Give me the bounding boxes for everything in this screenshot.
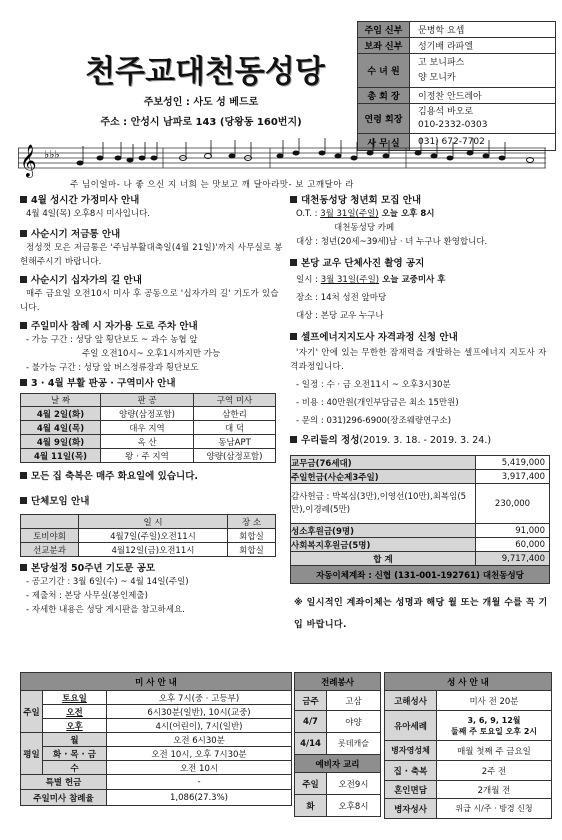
table-cell: 4/14 xyxy=(295,733,327,755)
table-cell: 양량(삼정포함) xyxy=(101,407,194,421)
staff-name: 성기배 라파엘 xyxy=(410,38,556,54)
table-cell: 금주 xyxy=(295,691,327,711)
section-text: 대상 : 청년(20세~39세)남 · 녀 누구나 환영합니다. xyxy=(296,237,488,247)
bullet-square-icon xyxy=(20,379,27,386)
table-cell: 60,000 xyxy=(476,538,550,552)
table-cell: 야양 xyxy=(327,711,381,733)
section-text: - 문의 : 031)296-6900(장조웨량연구소) xyxy=(296,416,452,426)
staff-name: 김용석 바오로 010-2332-0303 xyxy=(410,104,556,134)
section-text: - 비용 : 40만원(개인부담금은 최소 15만원) xyxy=(296,398,459,408)
music-lyrics: 주 님이얼마- 나 좋 으신 지 너희 는 맛보고 깨 달아라맛- 보 고깨달아 라 xyxy=(70,180,354,190)
section-title: 단체모임 안내 xyxy=(20,495,284,508)
table-cell: 오전 10시, 오후 7시30분 xyxy=(107,747,292,761)
group-meeting-table xyxy=(20,514,276,557)
section-title: 우리들의 정성(2019. 3. 18. - 2019. 3. 24.) xyxy=(290,434,552,447)
section-title: 4월 성시간 가정미사 안내 xyxy=(20,194,284,207)
table-cell: 옥 산 xyxy=(101,435,194,449)
patron-saint: 주보성인 : 사도 성 베드로 xyxy=(143,97,259,108)
table-header: 일 시 xyxy=(79,515,228,529)
table-cell: 고삼 xyxy=(327,691,381,711)
bullet-square-icon xyxy=(20,322,27,329)
section-text: 주일 오전10시~ 오후1시까지만 가능 xyxy=(82,349,221,359)
section-text: O.T. : 3월 31일(주일) 오늘 오후 8시 xyxy=(296,209,435,219)
serve-header: 전례봉사 xyxy=(295,673,381,691)
table-cell: 롯데캐슬 xyxy=(327,733,381,755)
section-text: 일시 : 3월 31일(주일) 오늘 교중미사 후 xyxy=(296,275,446,285)
section-text: 4월 4일(목) 오후8시 미사입니다. xyxy=(26,209,150,219)
bullet-square-icon xyxy=(290,333,297,340)
table-cell: 오전 xyxy=(43,705,107,719)
section-text: 대천동성당 카페 xyxy=(334,223,395,233)
staff-name: 이정찬 안드레아 xyxy=(410,88,556,104)
mass-label: 평일 xyxy=(21,733,43,775)
table-cell: 합 계 xyxy=(291,552,476,566)
offering-table xyxy=(290,455,550,584)
table-cell: - xyxy=(107,775,292,790)
table-cell: 오후8시 xyxy=(327,795,381,817)
section-text: - 제출처 : 본당 사무실(봉인제출) xyxy=(26,591,148,601)
table-cell: 주일 xyxy=(295,773,327,795)
bullet-square-icon xyxy=(20,196,27,203)
table-cell: 주일미사 참례율 xyxy=(21,790,107,806)
svg-text:𝄞: 𝄞 xyxy=(20,144,37,177)
section-text: - 공고기간 : 3월 6일(수) ~ 4월 14일(주일) xyxy=(26,577,189,587)
table-cell: 동남APT xyxy=(194,435,276,449)
section-text: 정성껏 모은 저금통은 '주님부활대축일(4월 21일)'까지 사무실로 봉헌해주시기 바랍니다. xyxy=(20,243,283,267)
table-cell: 회합실 xyxy=(228,529,276,543)
staff-role: 연령 회장 xyxy=(358,104,410,134)
music-staff-icon xyxy=(18,138,546,178)
table-cell: 4/7 xyxy=(295,711,327,733)
section-title: 본당 교우 단체사진 촬영 공지 xyxy=(290,257,552,270)
staff-role: 사 무 실 xyxy=(358,134,410,151)
table-cell: 5,419,000 xyxy=(476,456,550,470)
section-title: 사순시기 저금통 안내 xyxy=(20,228,284,241)
section-title: 셀프에너지지도사 자격과정 신청 안내 xyxy=(290,331,552,344)
table-cell: 오전 6시30분 xyxy=(107,733,292,747)
section-text: 대상 : 본당 교우 누구나 xyxy=(296,311,384,321)
sacra-header: 성 사 안 내 xyxy=(385,673,552,691)
section-title: 사순시기 십자가의 길 안내 xyxy=(20,274,284,287)
table-cell: 감사헌금 : 박복심(3만),이영선(10만),최복임(5만),이경례(5만) xyxy=(291,484,476,524)
parish-address: 주소 : 안성시 남파로 143 (당왕동 160번지) xyxy=(100,117,302,128)
staff-table xyxy=(357,21,556,151)
table-cell: 화 · 목 · 금 xyxy=(43,747,107,761)
svg-text:♭♭♭: ♭♭♭ xyxy=(44,148,60,161)
table-cell: 1,086(27.3%) xyxy=(107,790,292,806)
table-cell: 230,000 xyxy=(476,484,550,524)
table-cell: 4월12일(금)오전11시 xyxy=(79,543,228,557)
section-title: 모든 집 축복은 매주 화요일에 있습니다. xyxy=(20,470,284,483)
mass-label: 주일 xyxy=(21,691,43,733)
transfer-note: ※ 일시적인 계좌이체는 성명과 해당 월 또는 개월 수를 꼭 기입 바랍니다. xyxy=(294,598,548,630)
table-cell: 미사 전 20분 xyxy=(437,691,552,711)
section-title: 대천동성당 청년회 모집 안내 xyxy=(290,194,552,207)
table-cell: 회합실 xyxy=(228,543,276,557)
table-cell: 토요일 xyxy=(43,691,107,705)
table-cell: 성소후원금(9명) xyxy=(291,524,476,538)
table-cell: 고해성사 xyxy=(385,691,437,711)
bullet-square-icon xyxy=(20,564,27,571)
table-cell: 수 xyxy=(43,761,107,775)
bullet-square-icon xyxy=(20,230,27,237)
table-cell: 유아세례 xyxy=(385,711,437,741)
table-cell: 병자성사 xyxy=(385,799,437,819)
table-cell: 오전 10시 xyxy=(107,761,292,775)
table-cell: 월 xyxy=(43,733,107,747)
section-text: '자기' 안에 있는 무한한 잠재력을 개발하는 셀프에너지 지도사 자격과정입니다. xyxy=(290,348,547,372)
parish-title: 천주교대천동성당 xyxy=(85,54,325,90)
section-title: 본당설정 50주년 기도문 공모 xyxy=(20,562,284,575)
table-cell: 4월 4일(목) xyxy=(21,421,101,435)
section-text: - 일정 : 수 · 금 오전11시 ~ 오후3시30분 xyxy=(296,380,451,390)
section-text: 장소 : 14처 성전 앞마당 xyxy=(296,293,387,303)
table-cell: 토비야회 xyxy=(21,529,79,543)
table-cell: 왕 · 주 지역 xyxy=(101,449,194,463)
staff-role: 주임 신부 xyxy=(358,22,410,38)
table-cell: 사회복지후원금(5명) xyxy=(291,538,476,552)
mass-schedule-table xyxy=(20,672,292,806)
table-cell: 2개월 전 xyxy=(437,781,552,799)
table-header: 판 공 xyxy=(101,394,194,407)
table-cell: 병자영성체 xyxy=(385,741,437,761)
section-text: 매주 금요일 오전10시 미사 후 공동으로 '십자가의 길' 기도가 있습니다. xyxy=(20,289,279,313)
staff-role: 수 녀 원 xyxy=(358,54,410,88)
bullet-square-icon xyxy=(20,472,27,479)
table-cell: 위급 시/주 · 방경 신청 xyxy=(437,799,552,819)
table-cell: 4월 2일(화) xyxy=(21,407,101,421)
table-header xyxy=(21,515,79,529)
bullet-square-icon xyxy=(290,196,297,203)
table-header: 구역 미사 xyxy=(194,394,276,407)
bullet-square-icon xyxy=(20,276,27,283)
table-cell: 4월7일(주일)오전11시 xyxy=(79,529,228,543)
table-cell: 3,917,400 xyxy=(476,470,550,484)
table-cell: 오전9시 xyxy=(327,773,381,795)
staff-role: 총 회 장 xyxy=(358,88,410,104)
table-cell: 집 · 축복 xyxy=(385,761,437,781)
table-cell: 혼인면담 xyxy=(385,781,437,799)
liturgy-service-table xyxy=(294,672,381,817)
table-header: 장 소 xyxy=(228,515,276,529)
section-text: - 가능 구간 : 성당 앞 횡단보도 ~ 과수 농협 앞 xyxy=(26,335,198,345)
table-cell: 오후 7시(중 · 고등부) xyxy=(107,691,292,705)
table-cell: 교무금(76세대) xyxy=(291,456,476,470)
table-cell: 4월 11일(목) xyxy=(21,449,101,463)
table-cell: 대 덕 xyxy=(194,421,276,435)
left-column xyxy=(20,194,284,617)
table-cell: 양량(삼정포함) xyxy=(194,449,276,463)
table-cell: 주일헌금(사순제3주일) xyxy=(291,470,476,484)
table-cell: 특별 헌금 xyxy=(21,775,107,790)
table-cell: 3, 6, 9, 12월 둘째 주 토요일 오후 2시 xyxy=(437,711,552,741)
table-cell: 91,000 xyxy=(476,524,550,538)
bullet-square-icon xyxy=(20,497,27,504)
table-cell: 화 xyxy=(295,795,327,817)
staff-role: 보좌 신부 xyxy=(358,38,410,54)
table-cell: 대우 지역 xyxy=(101,421,194,435)
account-info: 자동이체계좌 : 신협 (131-001-192761) 대천동성당 xyxy=(291,566,550,584)
section-text: - 불가능 구간 : 성당 앞 버스정류장과 횡단보도 xyxy=(26,363,199,373)
table-cell: 매월 첫째 주 금요일 xyxy=(437,741,552,761)
staff-name: 문병학 요셉 xyxy=(410,22,556,38)
section-title: 3 · 4월 부활 판공 · 구역미사 안내 xyxy=(20,377,284,390)
table-cell: 선교분과 xyxy=(21,543,79,557)
section-text: - 자세한 내용은 성당 게시판을 참고하세요. xyxy=(26,605,185,615)
table-cell: 4시(어린이), 7시(일반) xyxy=(107,719,292,733)
table-cell: 9,717,400 xyxy=(476,552,550,566)
table-cell: 6시30분(일반), 10시(교중) xyxy=(107,705,292,719)
bullet-square-icon xyxy=(290,259,297,266)
penance-table xyxy=(20,393,276,463)
right-column xyxy=(290,194,552,636)
staff-name: 고 보니파스 양 모니카 xyxy=(410,54,556,88)
staff-name: 031) 672-7702 xyxy=(410,134,556,151)
bullet-square-icon xyxy=(290,436,297,443)
edu-header: 예비자 교리 xyxy=(295,755,381,773)
table-cell: 삼한리 xyxy=(194,407,276,421)
sacrament-table xyxy=(384,672,552,819)
mass-header: 미 사 안 내 xyxy=(21,673,292,691)
table-cell: 오후 xyxy=(43,719,107,733)
table-header: 날 짜 xyxy=(21,394,101,407)
section-title: 주일미사 참례 시 자가용 도로 주차 안내 xyxy=(20,320,284,333)
table-cell: 2주 전 xyxy=(437,761,552,781)
table-cell: 4월 9일(화) xyxy=(21,435,101,449)
